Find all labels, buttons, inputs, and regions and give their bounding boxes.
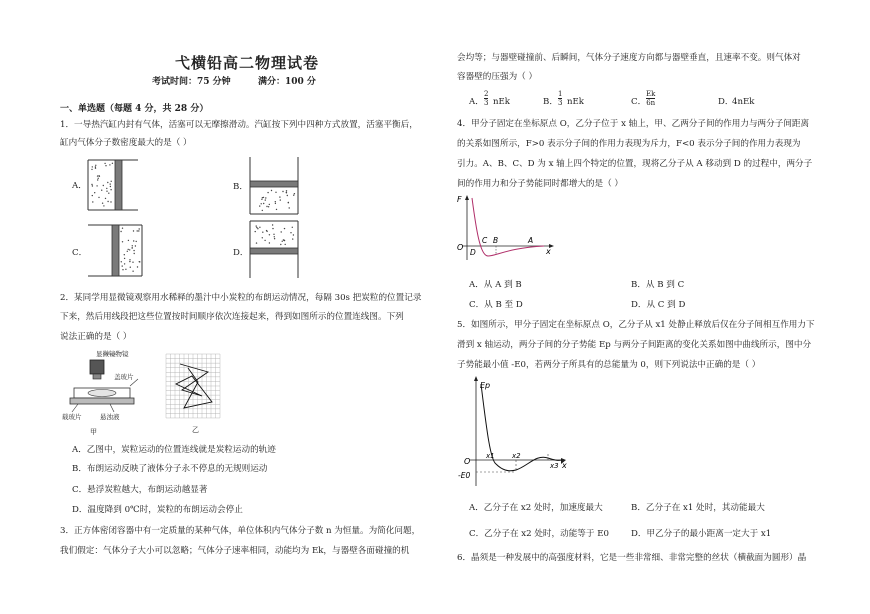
q5-axis-ep: Ep [480, 381, 491, 390]
gas-molecule-dot [273, 234, 274, 235]
gas-molecule-dot [263, 203, 264, 204]
q4-point-d: D [470, 248, 476, 257]
gas-molecule-dot [124, 258, 125, 259]
gas-molecule-dot [95, 168, 96, 169]
q1-figure-b [246, 156, 304, 216]
q3-stem-line3: 会均等；与器壁碰撞前、后瞬间，气体分子速度方向都与器壁垂直，且速率不变。则气体对 [457, 53, 801, 63]
q5-x1-label: x1 [486, 452, 495, 460]
q3-b-numerator: 1 [558, 90, 563, 98]
gas-molecule-dot [292, 238, 293, 239]
q5-option-b[interactable]: B．乙分子在 x1 处时，其动能最大 [631, 503, 765, 513]
q4-point-b: B [493, 236, 499, 245]
label-jia: 甲 [90, 428, 97, 436]
gas-molecule-dot [103, 185, 104, 186]
gas-molecule-dot [280, 199, 281, 200]
q5-option-a[interactable]: A．乙分子在 x2 处时，加速度最大 [469, 503, 603, 513]
gas-molecule-dot [272, 224, 273, 225]
gas-molecule-dot [110, 201, 111, 202]
q1-figure-a [86, 158, 142, 214]
q5-option-c[interactable]: C．乙分子在 x2 处时，动能等于 E0 [469, 529, 609, 539]
gas-molecule-dot [96, 185, 97, 186]
gas-molecule-dot [91, 184, 92, 185]
gas-molecule-dot [124, 263, 125, 264]
gas-molecule-dot [274, 238, 275, 239]
gas-molecule-dot [256, 225, 257, 226]
q2-option-d[interactable]: D．温度降到 0℃时，炭粒的布朗运动会停止 [72, 505, 243, 515]
q4-option-c[interactable]: C．从 B 至 D [469, 300, 523, 310]
gas-molecule-dot [133, 230, 134, 231]
gas-molecule-dot [290, 232, 291, 233]
gas-molecule-dot [101, 190, 102, 191]
q3-a-denominator: 3 [484, 99, 489, 107]
q5-stem-line2: 滑到 x 轴运动，两分子间的分子势能 Ep 与两分子间距离的变化关系如图中曲线所示，图中分 [457, 340, 812, 350]
q4-option-d[interactable]: D．从 C 到 D [631, 300, 686, 310]
q5-origin: O [464, 457, 471, 466]
label-cover-glass: 盖玻片 [114, 373, 134, 381]
q4-stem-line1: 4．甲分子固定在坐标原点 O，乙分子位于 x 轴上，甲、乙两分子间的作用力与两分子间距离 [457, 119, 810, 129]
q3-b-tail: nEk [567, 97, 585, 107]
gas-molecule-dot [288, 202, 289, 203]
gas-molecule-dot [92, 195, 93, 196]
q3-d-value: 4nEk [732, 97, 755, 107]
q1-label-c: C． [72, 248, 88, 258]
gas-molecule-dot [137, 266, 138, 267]
q3-option-b-label[interactable]: B． [543, 97, 558, 107]
gas-molecule-dot [135, 245, 136, 246]
gas-molecule-dot [139, 228, 140, 229]
gas-molecule-dot [107, 182, 108, 183]
q1-stem-line1: 1．一导热汽缸内封有气体，活塞可以无摩擦滑动。汽缸按下列中四种方式放置，活塞平衡后， [60, 120, 418, 130]
gas-molecule-dot [106, 191, 107, 192]
gas-molecule-dot [281, 231, 282, 232]
gas-molecule-dot [98, 175, 99, 176]
gas-molecule-dot [266, 230, 267, 231]
q2-option-a[interactable]: A．乙图中，炭粒运动的位置连线就是炭粒运动的轨迹 [72, 445, 276, 455]
gas-molecule-dot [138, 230, 139, 231]
q1-label-a: A． [72, 181, 87, 191]
gas-molecule-dot [276, 209, 277, 210]
q4-stem-line3: 引力。A、B、C、D 为 x 轴上四个特定的位置，现将乙分子从 A 移动到 D 的过程中，两分子 [457, 159, 813, 169]
gas-molecule-dot [108, 193, 109, 194]
q3-option-a-fraction [484, 90, 488, 107]
gas-molecule-dot [272, 228, 273, 229]
gas-molecule-dot [92, 185, 93, 186]
gas-molecule-dot [280, 244, 281, 245]
q2-stem-line1: 2．某同学用显微镜观察用水稀释的墨汁中小炭粒的布朗运动情况，每隔 30s 把炭粒的位置记录 [60, 293, 422, 303]
gas-molecule-dot [106, 188, 107, 189]
gas-molecule-dot [92, 201, 93, 202]
gas-molecule-dot [128, 249, 129, 250]
gas-molecule-dot [129, 249, 130, 250]
gas-molecule-dot [133, 240, 134, 241]
gas-molecule-dot [255, 231, 256, 232]
gas-molecule-dot [120, 231, 121, 232]
q4-stem-line4: 间的作用力和分子势能同时都增大的是（ ） [457, 179, 624, 189]
label-microscope: 显微镜物镜 [96, 350, 129, 358]
gas-molecule-dot [95, 165, 96, 166]
q3-stem-line1: 3．正方体密闭容器中有一定质量的某种气体，单位体积内气体分子数 n 为恒量。为简化问题， [60, 526, 421, 536]
q5-x2-label: x2 [512, 452, 521, 460]
q4-option-a[interactable]: A．从 A 到 B [469, 280, 522, 290]
q6-stem-line1: 6．晶须是一种发展中的高强度材料，它是一些非常细、非常完整的丝状（横截面为圆形）晶 [457, 553, 807, 563]
q2-stem-line2: 下来，然后用线段把这些位置按时间顺序依次连接起来，得到如图所示的位置连线图。下列 [60, 312, 404, 322]
exam-time: 考试时间：75 分钟 [152, 77, 231, 87]
q5-axis-x: x [562, 461, 567, 470]
q1-figure-d [246, 220, 304, 280]
gas-molecule-dot [294, 193, 295, 194]
q4-point-a: A [528, 236, 534, 245]
gas-molecule-dot [132, 247, 133, 248]
gas-molecule-dot [97, 175, 98, 176]
gas-molecule-dot [275, 192, 276, 193]
gas-molecule-dot [261, 199, 262, 200]
label-yi: 乙 [192, 426, 199, 434]
gas-molecule-dot [261, 203, 262, 204]
gas-molecule-dot [259, 205, 260, 206]
gas-molecule-dot [268, 206, 269, 207]
gas-molecule-dot [91, 169, 92, 170]
gas-molecule-dot [129, 261, 130, 262]
gas-molecule-dot [275, 201, 276, 202]
gas-molecule-dot [265, 199, 266, 200]
gas-molecule-dot [104, 163, 105, 164]
q4-force-graph [452, 192, 564, 264]
q2-option-c[interactable]: C．悬浮炭粒越大，布朗运动越显著 [72, 485, 208, 495]
gas-molecule-dot [132, 271, 133, 272]
q3-option-b-fraction [558, 90, 562, 107]
gas-molecule-dot [110, 186, 111, 187]
gas-molecule-dot [269, 242, 270, 243]
page-title: 弋横铅高二物理试卷 [175, 54, 320, 72]
gas-molecule-dot [124, 254, 125, 255]
gas-molecule-dot [293, 234, 294, 235]
q4-axis-f: F [457, 195, 462, 204]
gas-molecule-dot [274, 236, 275, 237]
gas-molecule-dot [132, 245, 133, 246]
q3-c-denominator: 6n [646, 99, 656, 107]
gas-molecule-dot [132, 262, 133, 263]
q5-x3-label: x3 [550, 462, 559, 470]
gas-molecule-dot [122, 265, 123, 266]
gas-molecule-dot [262, 232, 263, 233]
gas-molecule-dot [105, 165, 106, 166]
gas-molecule-dot [130, 267, 131, 268]
q3-stem-line4: 容器壁的压强为（ ） [457, 72, 538, 82]
gas-molecule-dot [102, 203, 103, 204]
gas-molecule-dot [271, 190, 272, 191]
gas-molecule-dot [282, 191, 283, 192]
q5-option-d[interactable]: D．甲乙分子的最小距离一定大于 x1 [631, 529, 772, 539]
gas-molecule-dot [98, 178, 99, 179]
gas-molecule-dot [92, 166, 93, 167]
full-score: 满分：100 分 [258, 77, 316, 87]
gas-molecule-dot [265, 197, 266, 198]
gas-molecule-dot [267, 192, 268, 193]
q4-option-b[interactable]: B．从 B 到 C [631, 280, 685, 290]
gas-molecule-dot [136, 241, 137, 242]
q1-figure-c [86, 223, 146, 279]
section-heading: 一、单选题（每题 4 分，共 28 分） [60, 104, 209, 114]
q2-figure-jia [58, 346, 158, 436]
gas-molecule-dot [122, 228, 123, 229]
gas-molecule-dot [285, 244, 286, 245]
gas-molecule-dot [266, 206, 267, 207]
gas-molecule-dot [129, 259, 130, 260]
q3-option-a-label[interactable]: A． [469, 97, 484, 107]
gas-molecule-dot [282, 241, 283, 242]
gas-molecule-dot [256, 242, 257, 243]
q3-stem-line2: 我们假定：气体分子大小可以忽略；气体分子速率相同，动能均为 Ek，与器壁各面碰撞的机 [60, 546, 410, 556]
gas-molecule-dot [262, 237, 263, 238]
q5-stem-line3: 子势能最小值 -E0，若两分子所具有的总能量为 0，则下列说法中正确的是（ ） [457, 360, 761, 370]
q5-potential-graph [456, 374, 574, 490]
q2-stem-line3: 说法正确的是（ ） [60, 332, 132, 342]
q1-stem-line2: 缸内气体分子数密度最大的是（ ） [60, 138, 192, 148]
gas-molecule-dot [257, 228, 258, 229]
gas-molecule-dot [110, 183, 111, 184]
gas-molecule-dot [121, 261, 122, 262]
q4-point-c: C [482, 236, 488, 245]
gas-molecule-dot [293, 195, 294, 196]
gas-molecule-dot [128, 240, 129, 241]
gas-molecule-dot [134, 253, 135, 254]
q4-origin: O [457, 243, 464, 252]
q3-c-numerator: Ek [646, 90, 656, 98]
q2-option-b[interactable]: B．布朗运动反映了液体分子永不停息的无规则运动 [72, 464, 268, 474]
q3-option-d-label[interactable]: D． [718, 97, 734, 107]
gas-molecule-dot [103, 205, 104, 206]
q5-stem-line1: 5．如图所示，甲分子固定在坐标原点 O，乙分子从 x1 处静止释放后仅在分子间相互作用力下 [457, 320, 815, 330]
gas-molecule-dot [279, 196, 280, 197]
gas-molecule-dot [284, 240, 285, 241]
gas-molecule-dot [262, 197, 263, 198]
gas-molecule-dot [269, 234, 270, 235]
gas-molecule-dot [262, 210, 263, 211]
gas-molecule-dot [259, 227, 260, 228]
label-slide: 载玻片 [62, 413, 82, 421]
gas-molecule-dot [105, 198, 106, 199]
gas-molecule-dot [139, 261, 140, 262]
gas-molecule-dot [95, 166, 96, 167]
gas-molecule-dot [286, 190, 287, 191]
q2-figure-yi [162, 350, 222, 422]
gas-molecule-dot [292, 227, 293, 228]
q1-label-d: D． [233, 248, 249, 258]
label-liquid: 悬浊液 [100, 413, 120, 421]
gas-molecule-dot [269, 204, 270, 205]
gas-molecule-dot [256, 227, 257, 228]
gas-molecule-dot [122, 241, 123, 242]
q4-stem-line2: 的关系如图所示，F>0 表示分子间的作用力表现为斥力，F<0 表示分子间的作用力表现为 [457, 139, 801, 149]
gas-molecule-dot [111, 181, 112, 182]
q1-label-b: B． [233, 182, 248, 192]
gas-molecule-dot [107, 201, 108, 202]
q3-a-tail: nEk [493, 97, 511, 107]
gas-molecule-dot [284, 228, 285, 229]
gas-molecule-dot [287, 195, 288, 196]
gas-molecule-dot [289, 207, 290, 208]
gas-molecule-dot [275, 203, 276, 204]
gas-molecule-dot [133, 250, 134, 251]
q3-b-denominator: 3 [558, 99, 563, 107]
q3-a-numerator: 2 [484, 90, 489, 98]
gas-molecule-dot [264, 240, 265, 241]
gas-molecule-dot [109, 164, 110, 165]
gas-molecule-dot [127, 251, 128, 252]
gas-molecule-dot [122, 269, 123, 270]
gas-molecule-dot [112, 163, 113, 164]
q5-e0-label: -E0 [458, 471, 471, 480]
gas-molecule-dot [137, 230, 138, 231]
gas-molecule-dot [110, 189, 111, 190]
gas-molecule-dot [125, 269, 126, 270]
gas-molecule-dot [286, 192, 287, 193]
q3-option-c-label[interactable]: C． [631, 97, 647, 107]
q3-option-c-fraction [646, 90, 655, 107]
gas-molecule-dot [97, 179, 98, 180]
gas-molecule-dot [94, 192, 95, 193]
gas-molecule-dot [98, 197, 99, 198]
q4-axis-x: x [546, 247, 551, 256]
